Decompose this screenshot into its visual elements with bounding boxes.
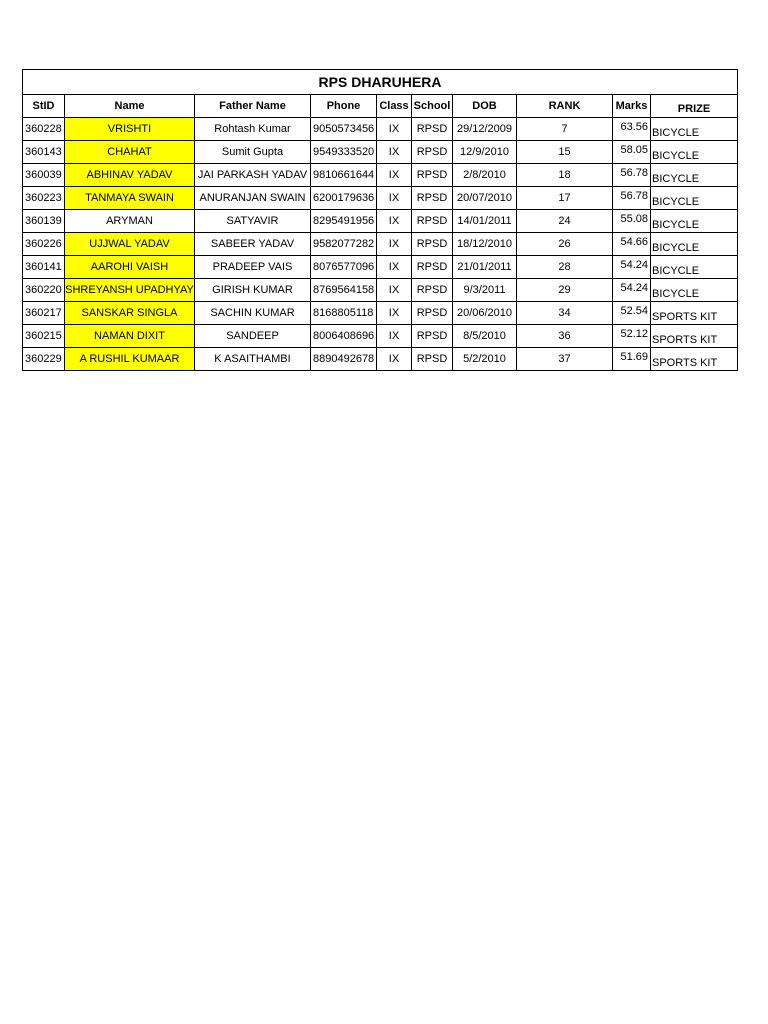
cell-rank[interactable]: 36 xyxy=(517,325,613,348)
cell-rank[interactable]: 34 xyxy=(517,302,613,325)
cell-dob[interactable]: 14/01/2011 xyxy=(453,210,517,233)
cell-school[interactable]: RPSD xyxy=(412,210,453,233)
cell-father-name[interactable]: ANURANJAN SWAIN xyxy=(195,187,311,210)
cell-dob[interactable]: 18/12/2010 xyxy=(453,233,517,256)
prize-table xyxy=(22,69,738,371)
cell-rank[interactable]: 15 xyxy=(517,141,613,164)
cell-class[interactable]: IX xyxy=(377,187,412,210)
cell-name[interactable]: ABHINAV YADAV xyxy=(65,164,195,187)
cell-name[interactable]: ARYMAN xyxy=(65,210,195,233)
cell-school[interactable]: RPSD xyxy=(412,164,453,187)
cell-phone[interactable]: 8769564158 xyxy=(311,279,377,302)
cell-rank[interactable]: 37 xyxy=(517,348,613,371)
cell-prize[interactable]: BICYCLE xyxy=(651,279,738,302)
table-row xyxy=(23,210,738,233)
cell-name[interactable]: SANSKAR SINGLA xyxy=(65,302,195,325)
cell-stid[interactable]: 360217 xyxy=(23,302,65,325)
cell-rank[interactable]: 17 xyxy=(517,187,613,210)
cell-name[interactable]: VRISHTI xyxy=(65,118,195,141)
cell-phone[interactable]: 9582077282 xyxy=(311,233,377,256)
header-phone: Phone xyxy=(311,95,377,118)
cell-prize[interactable]: SPORTS KIT xyxy=(651,325,738,348)
spreadsheet xyxy=(22,69,737,371)
table-row xyxy=(23,233,738,256)
header-father-name: Father Name xyxy=(195,95,311,118)
cell-class[interactable]: IX xyxy=(377,256,412,279)
cell-name[interactable]: AAROHI VAISH xyxy=(65,256,195,279)
cell-class[interactable]: IX xyxy=(377,302,412,325)
cell-dob[interactable]: 5/2/2010 xyxy=(453,348,517,371)
cell-rank[interactable]: 24 xyxy=(517,210,613,233)
cell-father-name[interactable]: SACHIN KUMAR xyxy=(195,302,311,325)
cell-school[interactable]: RPSD xyxy=(412,302,453,325)
header-name: Name xyxy=(65,95,195,118)
cell-phone[interactable]: 8168805118 xyxy=(311,302,377,325)
cell-phone[interactable]: 8006408696 xyxy=(311,325,377,348)
cell-class[interactable]: IX xyxy=(377,279,412,302)
cell-father-name[interactable]: SANDEEP xyxy=(195,325,311,348)
cell-stid[interactable]: 360226 xyxy=(23,233,65,256)
cell-prize[interactable]: BICYCLE xyxy=(651,210,738,233)
cell-stid[interactable]: 360228 xyxy=(23,118,65,141)
cell-marks[interactable]: 56.78 xyxy=(613,187,651,210)
cell-stid[interactable]: 360139 xyxy=(23,210,65,233)
cell-rank[interactable]: 26 xyxy=(517,233,613,256)
cell-name[interactable]: CHAHAT xyxy=(65,141,195,164)
cell-father-name[interactable]: Rohtash Kumar xyxy=(195,118,311,141)
cell-school[interactable]: RPSD xyxy=(412,141,453,164)
cell-marks[interactable]: 55.08 xyxy=(613,210,651,233)
cell-prize[interactable]: BICYCLE xyxy=(651,233,738,256)
cell-dob[interactable]: 20/07/2010 xyxy=(453,187,517,210)
cell-phone[interactable]: 8076577096 xyxy=(311,256,377,279)
cell-father-name[interactable]: SATYAVIR xyxy=(195,210,311,233)
cell-school[interactable]: RPSD xyxy=(412,187,453,210)
cell-stid[interactable]: 360141 xyxy=(23,256,65,279)
table-row xyxy=(23,302,738,325)
cell-prize[interactable]: BICYCLE xyxy=(651,164,738,187)
cell-father-name[interactable]: PRADEEP VAIS xyxy=(195,256,311,279)
cell-class[interactable]: IX xyxy=(377,325,412,348)
cell-prize[interactable]: BICYCLE xyxy=(651,118,738,141)
cell-marks[interactable]: 58.05 xyxy=(613,141,651,164)
header-row xyxy=(23,95,738,118)
cell-rank[interactable]: 28 xyxy=(517,256,613,279)
cell-marks[interactable]: 52.12 xyxy=(613,325,651,348)
cell-marks[interactable]: 54.24 xyxy=(613,279,651,302)
cell-class[interactable]: IX xyxy=(377,141,412,164)
cell-class[interactable]: IX xyxy=(377,118,412,141)
cell-dob[interactable]: 21/01/2011 xyxy=(453,256,517,279)
cell-dob[interactable]: 9/3/2011 xyxy=(453,279,517,302)
cell-dob[interactable]: 29/12/2009 xyxy=(453,118,517,141)
cell-name[interactable]: A RUSHIL KUMAAR xyxy=(65,348,195,371)
cell-name[interactable]: SHREYANSH UPADHYAY xyxy=(65,279,195,302)
cell-dob[interactable]: 8/5/2010 xyxy=(453,325,517,348)
cell-prize[interactable]: BICYCLE xyxy=(651,141,738,164)
cell-stid[interactable]: 360220 xyxy=(23,279,65,302)
cell-dob[interactable]: 12/9/2010 xyxy=(453,141,517,164)
cell-name[interactable]: TANMAYA SWAIN xyxy=(65,187,195,210)
table-row xyxy=(23,348,738,371)
cell-father-name[interactable]: Sumit Gupta xyxy=(195,141,311,164)
header-school: School xyxy=(412,95,453,118)
cell-prize[interactable]: BICYCLE xyxy=(651,256,738,279)
cell-class[interactable]: IX xyxy=(377,348,412,371)
header-prize: PRIZE xyxy=(651,95,738,118)
table-row xyxy=(23,187,738,210)
cell-rank[interactable]: 29 xyxy=(517,279,613,302)
table-row xyxy=(23,141,738,164)
cell-stid[interactable]: 360223 xyxy=(23,187,65,210)
cell-father-name[interactable]: GIRISH KUMAR xyxy=(195,279,311,302)
cell-name[interactable]: NAMAN DIXIT xyxy=(65,325,195,348)
table-row xyxy=(23,164,738,187)
table-row xyxy=(23,279,738,302)
cell-stid[interactable]: 360229 xyxy=(23,348,65,371)
cell-marks[interactable]: 54.66 xyxy=(613,233,651,256)
cell-class[interactable]: IX xyxy=(377,164,412,187)
cell-class[interactable]: IX xyxy=(377,233,412,256)
cell-name[interactable]: UJJWAL YADAV xyxy=(65,233,195,256)
cell-father-name[interactable]: SABEER YADAV xyxy=(195,233,311,256)
cell-phone[interactable]: 8890492678 xyxy=(311,348,377,371)
header-rank: RANK xyxy=(517,95,613,118)
cell-phone[interactable]: 9050573456 xyxy=(311,118,377,141)
cell-class[interactable]: IX xyxy=(377,210,412,233)
cell-rank[interactable]: 7 xyxy=(517,118,613,141)
cell-father-name[interactable]: JAI PARKASH YADAV xyxy=(195,164,311,187)
cell-phone[interactable]: 8295491956 xyxy=(311,210,377,233)
cell-school[interactable]: RPSD xyxy=(412,233,453,256)
table-row xyxy=(23,118,738,141)
cell-school[interactable]: RPSD xyxy=(412,118,453,141)
cell-rank[interactable]: 18 xyxy=(517,164,613,187)
cell-school[interactable]: RPSD xyxy=(412,256,453,279)
cell-prize[interactable]: SPORTS KIT xyxy=(651,302,738,325)
cell-dob[interactable]: 20/06/2010 xyxy=(453,302,517,325)
cell-prize[interactable]: SPORTS KIT xyxy=(651,348,738,371)
cell-prize[interactable]: BICYCLE xyxy=(651,187,738,210)
cell-stid[interactable]: 360215 xyxy=(23,325,65,348)
cell-stid[interactable]: 360039 xyxy=(23,164,65,187)
cell-marks[interactable]: 54.24 xyxy=(613,256,651,279)
cell-phone[interactable]: 9810661644 xyxy=(311,164,377,187)
header-class: Class xyxy=(377,95,412,118)
header-stid: StID xyxy=(23,95,65,118)
cell-stid[interactable]: 360143 xyxy=(23,141,65,164)
table-row xyxy=(23,325,738,348)
cell-phone[interactable]: 6200179636 xyxy=(311,187,377,210)
cell-marks[interactable]: 52.54 xyxy=(613,302,651,325)
header-marks: Marks xyxy=(613,95,651,118)
cell-marks[interactable]: 51.69 xyxy=(613,348,651,371)
cell-school[interactable]: RPSD xyxy=(412,325,453,348)
cell-father-name[interactable]: K ASAITHAMBI xyxy=(195,348,311,371)
cell-school[interactable]: RPSD xyxy=(412,279,453,302)
title-row xyxy=(23,70,738,95)
table-row xyxy=(23,256,738,279)
cell-marks[interactable]: 56.78 xyxy=(613,164,651,187)
header-dob: DOB xyxy=(453,95,517,118)
cell-marks[interactable]: 63.56 xyxy=(613,118,651,141)
cell-phone[interactable]: 9549333520 xyxy=(311,141,377,164)
sheet-title: RPS DHARUHERA xyxy=(23,70,738,95)
cell-school[interactable]: RPSD xyxy=(412,348,453,371)
cell-dob[interactable]: 2/8/2010 xyxy=(453,164,517,187)
